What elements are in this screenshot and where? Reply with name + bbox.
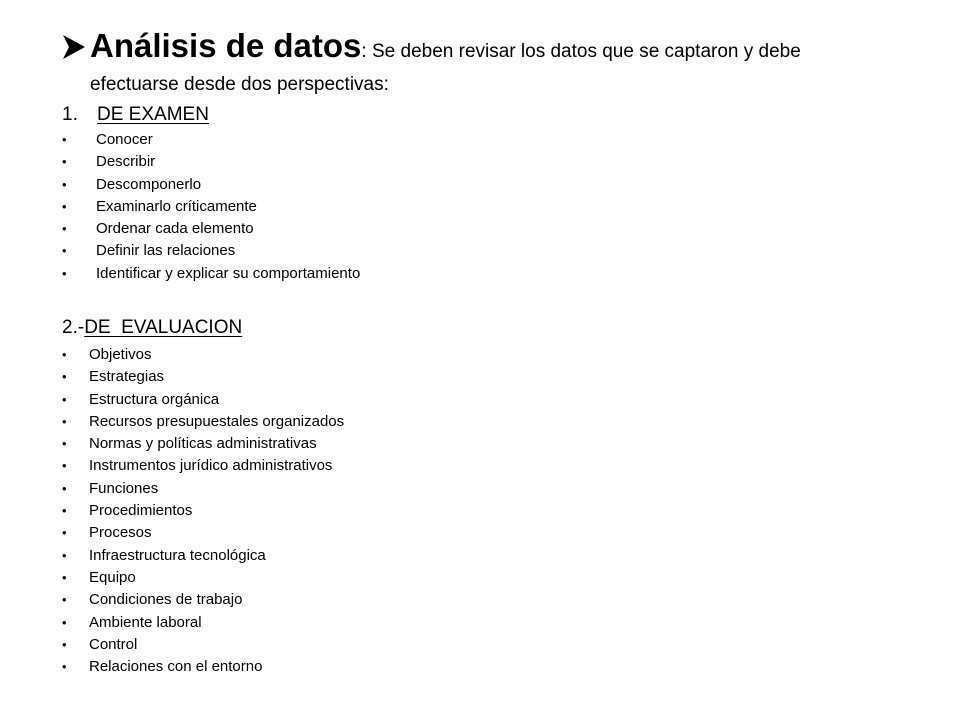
- section2-list: [62, 344, 344, 678]
- bullet-icon: •: [62, 265, 67, 281]
- list-item-label: Examinarlo críticamente: [96, 197, 257, 215]
- list-item: [62, 567, 344, 589]
- section1-number: 1.: [62, 104, 78, 125]
- bullet-icon: •: [62, 458, 67, 474]
- bullet-icon: •: [62, 243, 67, 259]
- section2-heading: [62, 316, 242, 340]
- section1-list: [62, 129, 360, 285]
- list-item-label: Estrategias: [89, 368, 165, 386]
- bullet-icon: •: [62, 176, 67, 192]
- list-item: [62, 151, 360, 173]
- list-item: [62, 218, 360, 240]
- list-item: [62, 411, 344, 433]
- list-item: [62, 240, 360, 262]
- bullet-icon: •: [62, 614, 67, 630]
- list-item: [62, 389, 344, 411]
- bullet-icon: •: [62, 503, 67, 519]
- list-item: [62, 366, 344, 388]
- title-main: Análisis de datos: [90, 27, 362, 64]
- list-item: [62, 129, 360, 151]
- list-item: [62, 174, 360, 196]
- list-item-label: Instrumentos jurídico administrativos: [89, 457, 333, 475]
- bullet-icon: •: [62, 636, 67, 652]
- bullet-icon: •: [62, 480, 67, 496]
- bullet-icon: •: [62, 436, 67, 452]
- list-item: [62, 500, 344, 522]
- list-item-label: Identificar y explicar su comportamiento: [96, 264, 361, 282]
- title-block: [62, 26, 922, 100]
- list-item: [62, 263, 360, 285]
- list-item-label: Equipo: [89, 568, 136, 586]
- list-item-label: Condiciones de trabajo: [89, 591, 243, 609]
- list-item: [62, 545, 344, 567]
- list-item-label: Control: [89, 635, 138, 653]
- list-item-label: Definir las relaciones: [96, 242, 236, 260]
- list-item-label: Objetivos: [89, 346, 152, 363]
- list-item-label: Ordenar cada elemento: [96, 220, 254, 238]
- arrowhead-bullet-icon: [62, 34, 86, 60]
- list-item: [62, 455, 344, 477]
- bullet-icon: •: [62, 369, 67, 385]
- list-item: [62, 522, 344, 544]
- list-item-label: Funciones: [89, 479, 159, 497]
- list-item-label: Conocer: [96, 131, 153, 148]
- bullet-icon: •: [62, 569, 67, 585]
- section1-title: DE EXAMEN: [97, 104, 209, 125]
- list-item: [62, 656, 344, 678]
- bullet-icon: •: [62, 547, 67, 563]
- list-item-label: Normas y políticas administrativas: [89, 435, 317, 453]
- list-item: [62, 612, 344, 634]
- list-item: [62, 634, 344, 656]
- list-item-label: Procesos: [89, 524, 152, 542]
- bullet-icon: •: [62, 154, 67, 170]
- bullet-icon: •: [62, 391, 67, 407]
- bullet-icon: •: [62, 198, 67, 214]
- bullet-icon: •: [62, 221, 67, 237]
- section2-title: DE EVALUACION: [84, 317, 243, 338]
- list-item: [62, 344, 344, 366]
- title-line: [62, 26, 922, 72]
- bullet-icon: •: [62, 592, 67, 608]
- list-item-label: Relaciones con el entorno: [89, 658, 263, 676]
- list-item: [62, 589, 344, 611]
- section2-prefix: 2.-: [62, 317, 85, 338]
- bullet-icon: •: [62, 525, 67, 541]
- list-item: [62, 478, 344, 500]
- list-item-label: Describir: [96, 153, 156, 171]
- bullet-icon: •: [62, 132, 67, 147]
- list-item: [62, 196, 360, 218]
- list-item-label: Infraestructura tecnológica: [89, 546, 266, 564]
- bullet-icon: •: [62, 413, 67, 429]
- list-item-label: Descomponerlo: [96, 175, 202, 193]
- list-item: [62, 433, 344, 455]
- list-item-label: Estructura orgánica: [89, 390, 220, 408]
- list-item-label: Ambiente laboral: [89, 613, 202, 631]
- bullet-icon: •: [62, 347, 67, 362]
- list-item-label: Procedimientos: [89, 502, 193, 520]
- title-continuation: efectuarse desde dos perspectivas:: [90, 74, 389, 95]
- title-rest: : Se deben revisar los datos que se captaron y debe: [361, 41, 801, 62]
- list-item-label: Recursos presupuestales organizados: [89, 412, 345, 430]
- bullet-icon: •: [62, 659, 67, 675]
- section1-heading: [62, 103, 209, 127]
